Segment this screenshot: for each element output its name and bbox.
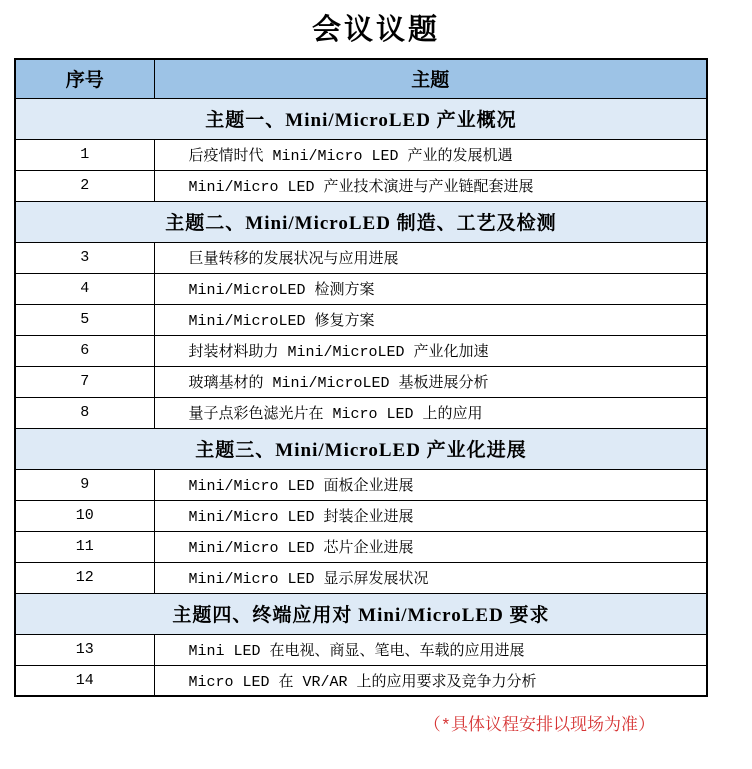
agenda-table-body xyxy=(15,98,707,696)
agenda-row xyxy=(15,634,707,665)
agenda-row xyxy=(15,242,707,273)
row-number-cell: 14 xyxy=(15,665,154,696)
agenda-row xyxy=(15,335,707,366)
row-topic-cell: Mini/MicroLED 检测方案 xyxy=(154,273,707,304)
agenda-row xyxy=(15,397,707,428)
row-number-cell: 12 xyxy=(15,562,154,593)
row-topic-cell: 玻璃基材的 Mini/MicroLED 基板进展分析 xyxy=(154,366,707,397)
row-number-cell: 6 xyxy=(15,335,154,366)
row-number-cell: 13 xyxy=(15,634,154,665)
agenda-row xyxy=(15,469,707,500)
section-header-row xyxy=(15,98,707,139)
agenda-row xyxy=(15,139,707,170)
row-number-cell: 2 xyxy=(15,170,154,201)
table-header-row xyxy=(15,59,707,98)
row-number-cell: 11 xyxy=(15,531,154,562)
section-header-row xyxy=(15,593,707,634)
agenda-row xyxy=(15,500,707,531)
agenda-row xyxy=(15,665,707,696)
section-title: 主题一、Mini/MicroLED 产业概况 xyxy=(15,98,707,139)
section-title: 主题三、Mini/MicroLED 产业化进展 xyxy=(15,428,707,469)
agenda-row xyxy=(15,562,707,593)
row-topic-cell: Mini/MicroLED 修复方案 xyxy=(154,304,707,335)
agenda-row xyxy=(15,273,707,304)
row-topic-cell: Micro LED 在 VR/AR 上的应用要求及竞争力分析 xyxy=(154,665,707,696)
row-number-cell: 1 xyxy=(15,139,154,170)
row-topic-cell: 巨量转移的发展状况与应用进展 xyxy=(154,242,707,273)
page-title: 会议议题 xyxy=(311,14,440,46)
agenda-row xyxy=(15,366,707,397)
section-header-row xyxy=(15,201,707,242)
row-topic-cell: 封装材料助力 Mini/MicroLED 产业化加速 xyxy=(154,335,707,366)
column-header-index: 序号 xyxy=(15,59,154,98)
row-topic-cell: Mini/Micro LED 面板企业进展 xyxy=(154,469,707,500)
row-number-cell: 10 xyxy=(15,500,154,531)
agenda-row xyxy=(15,170,707,201)
agenda-table xyxy=(14,58,708,697)
section-header-row xyxy=(15,428,707,469)
section-title: 主题四、终端应用对 Mini/MicroLED 要求 xyxy=(15,593,707,634)
row-number-cell: 8 xyxy=(15,397,154,428)
row-topic-cell: Mini/Micro LED 芯片企业进展 xyxy=(154,531,707,562)
row-number-cell: 3 xyxy=(15,242,154,273)
row-topic-cell: 量子点彩色滤光片在 Micro LED 上的应用 xyxy=(154,397,707,428)
row-topic-cell: 后疫情时代 Mini/Micro LED 产业的发展机遇 xyxy=(154,139,707,170)
agenda-row xyxy=(15,531,707,562)
row-number-cell: 5 xyxy=(15,304,154,335)
row-topic-cell: Mini/Micro LED 显示屏发展状况 xyxy=(154,562,707,593)
row-topic-cell: Mini/Micro LED 产业技术演进与产业链配套进展 xyxy=(154,170,707,201)
row-number-cell: 7 xyxy=(15,366,154,397)
row-topic-cell: Mini/Micro LED 封装企业进展 xyxy=(154,500,707,531)
agenda-row xyxy=(15,304,707,335)
row-topic-cell: Mini LED 在电视、商显、笔电、车载的应用进展 xyxy=(154,634,707,665)
row-number-cell: 9 xyxy=(15,469,154,500)
section-title: 主题二、Mini/MicroLED 制造、工艺及检测 xyxy=(15,201,707,242)
column-header-topic: 主题 xyxy=(154,59,707,98)
footnote: （*具体议程安排以现场为准） xyxy=(423,717,655,736)
row-number-cell: 4 xyxy=(15,273,154,304)
